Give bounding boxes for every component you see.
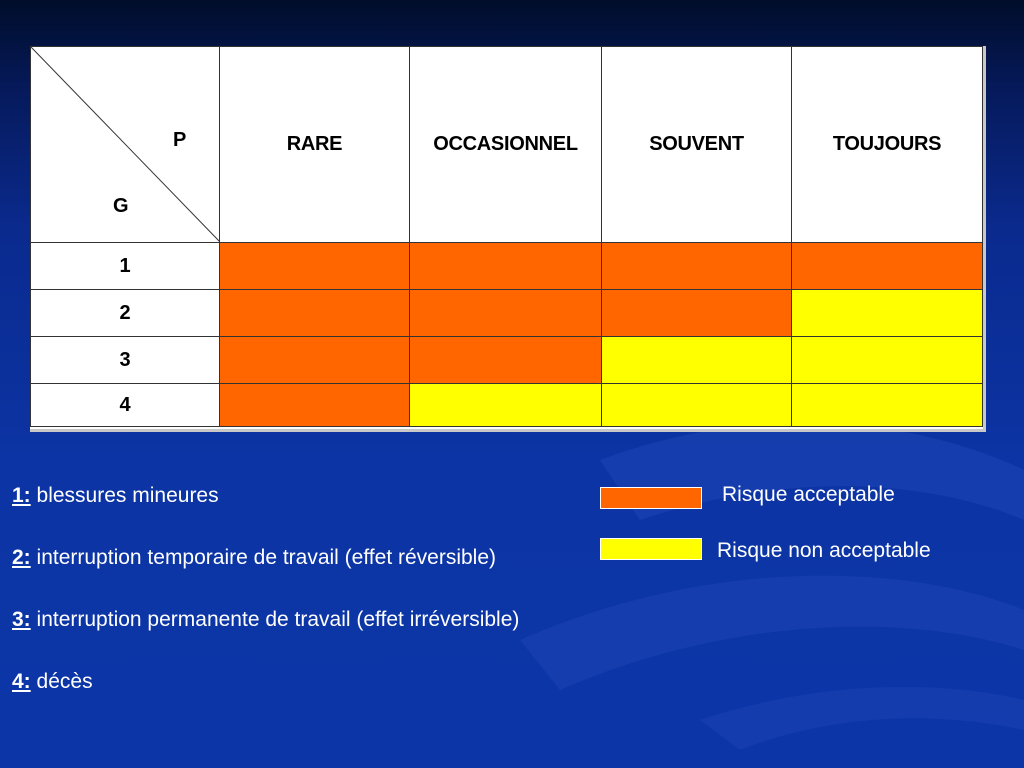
risk-cell xyxy=(220,290,410,337)
risk-cell xyxy=(220,243,410,290)
column-header: SOUVENT xyxy=(602,47,792,243)
gravity-legend-description: blessures mineures xyxy=(36,484,219,507)
gravity-legend-item xyxy=(12,481,532,511)
gravity-legend-number: 2: xyxy=(12,546,31,569)
gravity-legend-number: 4: xyxy=(12,670,31,693)
risk-cell xyxy=(410,384,602,427)
gravity-legend-number: 1: xyxy=(12,484,31,507)
row-label: 2 xyxy=(31,290,220,337)
gravity-legend-description: interruption permanente de travail (effet irréversible) xyxy=(36,608,520,631)
header-row xyxy=(31,47,983,243)
gravity-legend-number: 3: xyxy=(12,608,31,631)
gravity-legend-item xyxy=(12,667,532,697)
matrix-row xyxy=(31,290,983,337)
risk-cell xyxy=(602,290,792,337)
row-label: 3 xyxy=(31,337,220,384)
gravity-legend-item xyxy=(12,543,532,573)
non-acceptable-risk-label: Risque non acceptable xyxy=(717,539,931,562)
risk-cell xyxy=(410,243,602,290)
risk-cell xyxy=(410,337,602,384)
risk-cell xyxy=(602,384,792,427)
gravity-legend-description: décès xyxy=(36,670,93,693)
risk-cell xyxy=(792,337,983,384)
risk-matrix xyxy=(30,46,986,432)
probability-axis-label: P xyxy=(173,129,187,151)
risk-cell xyxy=(792,384,983,427)
orange-swatch xyxy=(600,487,702,509)
row-label: 1 xyxy=(31,243,220,290)
acceptable-risk-label: Risque acceptable xyxy=(722,483,895,506)
matrix-row xyxy=(31,337,983,384)
risk-cell xyxy=(792,290,983,337)
gravity-axis-label: G xyxy=(113,195,129,217)
column-header: RARE xyxy=(220,47,410,243)
matrix-row xyxy=(31,243,983,290)
corner-cell xyxy=(31,47,220,243)
matrix-row xyxy=(31,384,983,427)
gravity-legend-item xyxy=(12,605,532,635)
risk-cell xyxy=(792,243,983,290)
gravity-legend xyxy=(12,481,532,729)
risk-cell xyxy=(410,290,602,337)
risk-cell xyxy=(602,243,792,290)
risk-cell xyxy=(220,384,410,427)
risk-cell xyxy=(602,337,792,384)
yellow-swatch xyxy=(600,538,702,560)
gravity-legend-description: interruption temporaire de travail (effet réversible) xyxy=(36,546,497,569)
column-header: OCCASIONNEL xyxy=(410,47,602,243)
column-header: TOUJOURS xyxy=(792,47,983,243)
risk-cell xyxy=(220,337,410,384)
row-label: 4 xyxy=(31,384,220,427)
risk-matrix-table xyxy=(30,46,983,427)
